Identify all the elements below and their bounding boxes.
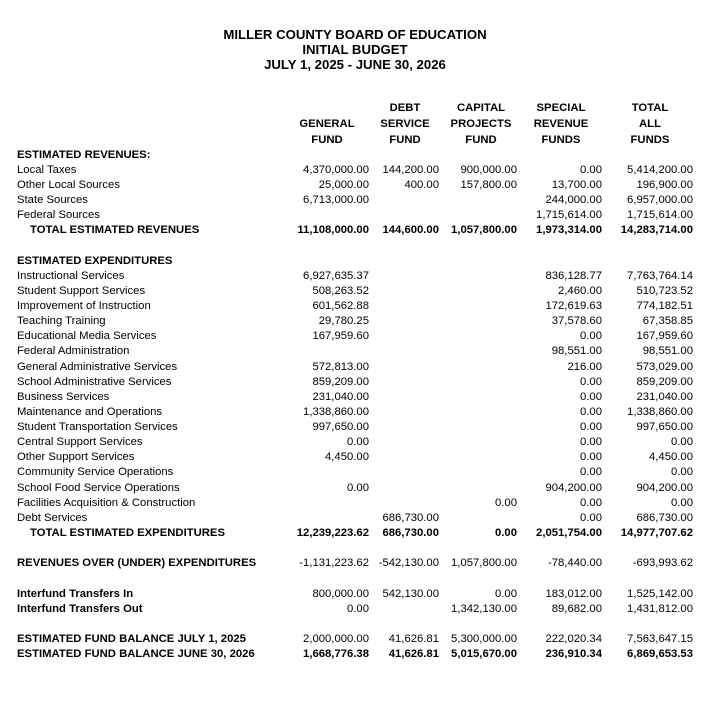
table-cell: 29,780.25 bbox=[318, 315, 369, 327]
table-cell: 244,000.00 bbox=[545, 194, 602, 206]
table-cell: 542,130.00 bbox=[382, 588, 439, 600]
table-cell: 1,057,800.00 bbox=[451, 224, 517, 236]
table-cell: 6,713,000.00 bbox=[303, 194, 369, 206]
column-header-3-line-1: CAPITAL bbox=[456, 102, 506, 114]
row-label: School Food Service Operations bbox=[17, 482, 180, 494]
table-cell: -542,130.00 bbox=[378, 557, 439, 569]
row-label: Local Taxes bbox=[17, 164, 77, 176]
table-cell: 37,578.60 bbox=[551, 315, 602, 327]
column-header-2-line-3: FUND bbox=[389, 134, 421, 146]
table-cell: 0.00 bbox=[580, 451, 602, 463]
table-cell: 1,715,614.00 bbox=[627, 209, 693, 221]
row-label: Business Services bbox=[17, 391, 110, 403]
table-cell: 14,283,714.00 bbox=[620, 224, 693, 236]
table-cell: 1,715,614.00 bbox=[536, 209, 602, 221]
table-cell: 5,015,670.00 bbox=[451, 648, 517, 660]
row-label: Maintenance and Operations bbox=[17, 406, 163, 418]
column-header-5-line-1: TOTAL bbox=[631, 102, 669, 114]
table-cell: 4,370,000.00 bbox=[303, 164, 369, 176]
table-cell: 7,763,764.14 bbox=[627, 270, 693, 282]
table-cell: 0.00 bbox=[580, 376, 602, 388]
column-header-4-line-2: REVENUE bbox=[533, 118, 589, 130]
table-cell: 904,200.00 bbox=[636, 482, 693, 494]
column-header-3-line-3: FUND bbox=[465, 134, 497, 146]
column-header-5-line-3: FUNDS bbox=[630, 134, 670, 146]
column-header-4-line-3: FUNDS bbox=[541, 134, 581, 146]
table-cell: 0.00 bbox=[580, 330, 602, 342]
table-cell: 0.00 bbox=[671, 497, 693, 509]
table-cell: 0.00 bbox=[347, 436, 369, 448]
table-cell: 0.00 bbox=[580, 391, 602, 403]
table-cell: 1,338,860.00 bbox=[627, 406, 693, 418]
column-header-1-line-1: GENERAL bbox=[299, 118, 355, 130]
column-header-1-line-2: FUND bbox=[311, 134, 343, 146]
table-cell: 144,600.00 bbox=[382, 224, 439, 236]
table-cell: 41,626.81 bbox=[388, 648, 439, 660]
table-cell: 686,730.00 bbox=[382, 527, 439, 539]
table-cell: 196,900.00 bbox=[636, 179, 693, 191]
table-cell: 997,650.00 bbox=[312, 421, 369, 433]
row-label: ESTIMATED REVENUES: bbox=[17, 149, 151, 161]
table-cell: 1,525,142.00 bbox=[627, 588, 693, 600]
row-label: Other Support Services bbox=[17, 451, 135, 463]
table-cell: 904,200.00 bbox=[545, 482, 602, 494]
row-label: Community Service Operations bbox=[17, 466, 174, 478]
row-label: ESTIMATED EXPENDITURES bbox=[17, 255, 173, 267]
table-cell: 12,239,223.62 bbox=[296, 527, 369, 539]
table-cell: -1,131,223.62 bbox=[299, 557, 369, 569]
table-cell: 774,182.51 bbox=[636, 300, 693, 312]
title-line-3: JULY 1, 2025 - JUNE 30, 2026 bbox=[264, 57, 446, 72]
row-label: Central Support Services bbox=[17, 436, 143, 448]
row-label: Interfund Transfers Out bbox=[17, 603, 143, 615]
table-cell: 67,358.85 bbox=[642, 315, 693, 327]
table-cell: 157,800.00 bbox=[460, 179, 517, 191]
title-line-1: MILLER COUNTY BOARD OF EDUCATION bbox=[223, 27, 487, 42]
table-cell: 1,342,130.00 bbox=[451, 603, 517, 615]
table-cell: 508,263.52 bbox=[312, 285, 369, 297]
table-cell: 231,040.00 bbox=[636, 391, 693, 403]
row-label: Facilities Acquisition & Construction bbox=[17, 497, 196, 509]
table-cell: 0.00 bbox=[671, 466, 693, 478]
table-cell: 98,551.00 bbox=[642, 345, 693, 357]
table-cell: 1,668,776.38 bbox=[303, 648, 369, 660]
table-cell: 0.00 bbox=[347, 482, 369, 494]
column-header-5-line-2: ALL bbox=[639, 118, 661, 130]
table-cell: 14,977,707.62 bbox=[620, 527, 693, 539]
table-cell: 183,012.00 bbox=[545, 588, 602, 600]
table-cell: 6,927,635.37 bbox=[303, 270, 369, 282]
table-cell: 859,209.00 bbox=[312, 376, 369, 388]
row-label: Debt Services bbox=[17, 512, 88, 524]
table-cell: 0.00 bbox=[580, 466, 602, 478]
row-label: Federal Sources bbox=[17, 209, 100, 221]
table-cell: 0.00 bbox=[347, 603, 369, 615]
table-cell: 800,000.00 bbox=[312, 588, 369, 600]
row-label: Federal Administration bbox=[17, 345, 130, 357]
column-header-4-line-1: SPECIAL bbox=[536, 102, 586, 114]
table-cell: 997,650.00 bbox=[636, 421, 693, 433]
table-cell: 144,200.00 bbox=[382, 164, 439, 176]
table-cell: 4,450.00 bbox=[325, 451, 369, 463]
table-cell: -78,440.00 bbox=[547, 557, 602, 569]
table-cell: 98,551.00 bbox=[551, 345, 602, 357]
table-cell: 0.00 bbox=[671, 436, 693, 448]
table-cell: 400.00 bbox=[404, 179, 439, 191]
row-label: School Administrative Services bbox=[17, 376, 172, 388]
table-cell: 0.00 bbox=[580, 164, 602, 176]
table-cell: 1,338,860.00 bbox=[303, 406, 369, 418]
table-cell: 686,730.00 bbox=[382, 512, 439, 524]
table-cell: 25,000.00 bbox=[318, 179, 369, 191]
row-label: Other Local Sources bbox=[17, 179, 120, 191]
row-label: Teaching Training bbox=[17, 315, 106, 327]
table-cell: 572,813.00 bbox=[312, 361, 369, 373]
table-cell: 0.00 bbox=[580, 436, 602, 448]
row-label: State Sources bbox=[17, 194, 88, 206]
title-line-2: INITIAL BUDGET bbox=[302, 42, 408, 57]
table-cell: 5,300,000.00 bbox=[451, 633, 517, 645]
table-cell: 167,959.60 bbox=[312, 330, 369, 342]
table-cell: -693,993.62 bbox=[632, 557, 693, 569]
table-cell: 900,000.00 bbox=[460, 164, 517, 176]
table-cell: 1,431,812.00 bbox=[627, 603, 693, 615]
table-cell: 1,973,314.00 bbox=[536, 224, 602, 236]
table-cell: 11,108,000.00 bbox=[297, 224, 369, 236]
table-cell: 0.00 bbox=[495, 497, 517, 509]
table-cell: 859,209.00 bbox=[636, 376, 693, 388]
row-label: REVENUES OVER (UNDER) EXPENDITURES bbox=[17, 557, 257, 569]
row-label: Student Transportation Services bbox=[17, 421, 178, 433]
table-cell: 222,020.34 bbox=[545, 633, 602, 645]
table-cell: 0.00 bbox=[580, 497, 602, 509]
table-cell: 4,450.00 bbox=[649, 451, 693, 463]
row-label: Interfund Transfers In bbox=[17, 588, 134, 600]
table-cell: 172,619.63 bbox=[545, 300, 602, 312]
table-cell: 2,460.00 bbox=[558, 285, 602, 297]
row-label: TOTAL ESTIMATED REVENUES bbox=[30, 224, 200, 236]
table-cell: 216.00 bbox=[567, 361, 602, 373]
table-cell: 0.00 bbox=[580, 406, 602, 418]
row-label: ESTIMATED FUND BALANCE JUNE 30, 2026 bbox=[17, 648, 255, 660]
table-cell: 13,700.00 bbox=[551, 179, 602, 191]
row-label: ESTIMATED FUND BALANCE JULY 1, 2025 bbox=[17, 633, 246, 645]
table-cell: 510,723.52 bbox=[636, 285, 693, 297]
table-cell: 6,869,653.53 bbox=[627, 648, 693, 660]
table-cell: 836,128.77 bbox=[545, 270, 602, 282]
row-label: Student Support Services bbox=[17, 285, 146, 297]
table-cell: 6,957,000.00 bbox=[627, 194, 693, 206]
table-cell: 5,414,200.00 bbox=[627, 164, 693, 176]
table-cell: 0.00 bbox=[495, 527, 517, 539]
table-cell: 2,000,000.00 bbox=[303, 633, 369, 645]
table-cell: 2,051,754.00 bbox=[536, 527, 602, 539]
table-cell: 601,562.88 bbox=[312, 300, 369, 312]
column-header-2-line-1: DEBT bbox=[389, 102, 421, 114]
table-cell: 7,563,647.15 bbox=[627, 633, 693, 645]
row-label: Instructional Services bbox=[17, 270, 125, 282]
table-cell: 1,057,800.00 bbox=[451, 557, 517, 569]
table-cell: 686,730.00 bbox=[636, 512, 693, 524]
row-label: TOTAL ESTIMATED EXPENDITURES bbox=[30, 527, 225, 539]
row-label: Improvement of Instruction bbox=[17, 300, 151, 312]
row-label: Educational Media Services bbox=[17, 330, 157, 342]
table-cell: 231,040.00 bbox=[312, 391, 369, 403]
table-cell: 167,959.60 bbox=[636, 330, 693, 342]
table-cell: 0.00 bbox=[580, 512, 602, 524]
column-header-3-line-2: PROJECTS bbox=[450, 118, 512, 130]
table-cell: 0.00 bbox=[580, 421, 602, 433]
table-cell: 89,682.00 bbox=[551, 603, 602, 615]
table-cell: 41,626.81 bbox=[388, 633, 439, 645]
table-cell: 0.00 bbox=[495, 588, 517, 600]
table-cell: 236,910.34 bbox=[545, 648, 602, 660]
row-label: General Administrative Services bbox=[17, 361, 178, 373]
column-header-2-line-2: SERVICE bbox=[380, 118, 430, 130]
table-cell: 573,029.00 bbox=[636, 361, 693, 373]
